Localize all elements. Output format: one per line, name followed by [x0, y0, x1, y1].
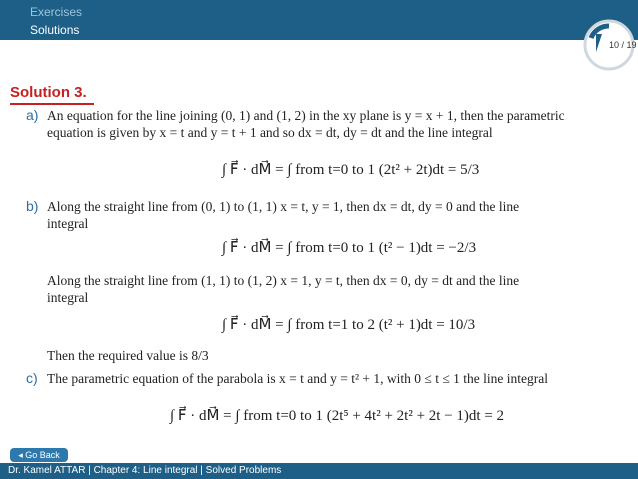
section-title[interactable]: Exercises — [30, 5, 83, 19]
part-a-line1: An equation for the line joining (0, 1) and (1, 2) in the xy plane is y = x + 1, then the parametric — [47, 108, 565, 123]
subsection-title[interactable]: Solutions — [30, 23, 80, 37]
solution-title: Solution 3. — [10, 84, 87, 101]
title-underline — [10, 103, 94, 105]
part-b-line3: Along the straight line from (1, 1) to (1, 2) x = 1, y = t, then dx = 0, dy = dt and the line — [47, 273, 520, 288]
part-b-line4: integral — [47, 290, 89, 305]
part-a-label: a) — [26, 107, 39, 123]
part-b-line5: Then the required value is 8/3 — [47, 348, 209, 363]
header-bar — [0, 0, 638, 40]
footer-bar: Dr. Kamel ATTAR | Chapter 4: Line integral | Solved Problems — [0, 463, 638, 479]
part-b-line2: integral — [47, 216, 89, 231]
part-c-label: c) — [26, 370, 38, 386]
part-c-line1: The parametric equation of the parabola is x = t and y = t² + 1, with 0 ≤ t ≤ 1 the line integral — [47, 371, 548, 386]
go-back-button[interactable]: ◂ Go Back — [10, 448, 68, 462]
part-c-equation: ∫ F⃗ · dM⃗ = ∫ from t=0 to 1 (2t⁵ + 4t² + 2t² + 2t − 1)dt = 2 — [170, 408, 505, 424]
part-a-equation: ∫ F⃗ · dM⃗ = ∫ from t=0 to 1 (2t² + 2t)dt = 5/3 — [222, 162, 480, 178]
page-number: 10 / 19 — [609, 40, 637, 50]
part-b-equation2: ∫ F⃗ · dM⃗ = ∫ from t=1 to 2 (t² + 1)dt = 10/3 — [222, 317, 476, 333]
part-a-line2: equation is given by x = t and y = t + 1 and so dx = dt, dy = dt and the line integral — [47, 125, 493, 140]
part-b-label: b) — [26, 198, 39, 214]
part-b-equation1: ∫ F⃗ · dM⃗ = ∫ from t=0 to 1 (t² − 1)dt = −2/3 — [222, 240, 477, 256]
part-b-line1: Along the straight line from (0, 1) to (1, 1) x = t, y = 1, then dx = dt, dy = 0 and the line — [47, 199, 520, 214]
